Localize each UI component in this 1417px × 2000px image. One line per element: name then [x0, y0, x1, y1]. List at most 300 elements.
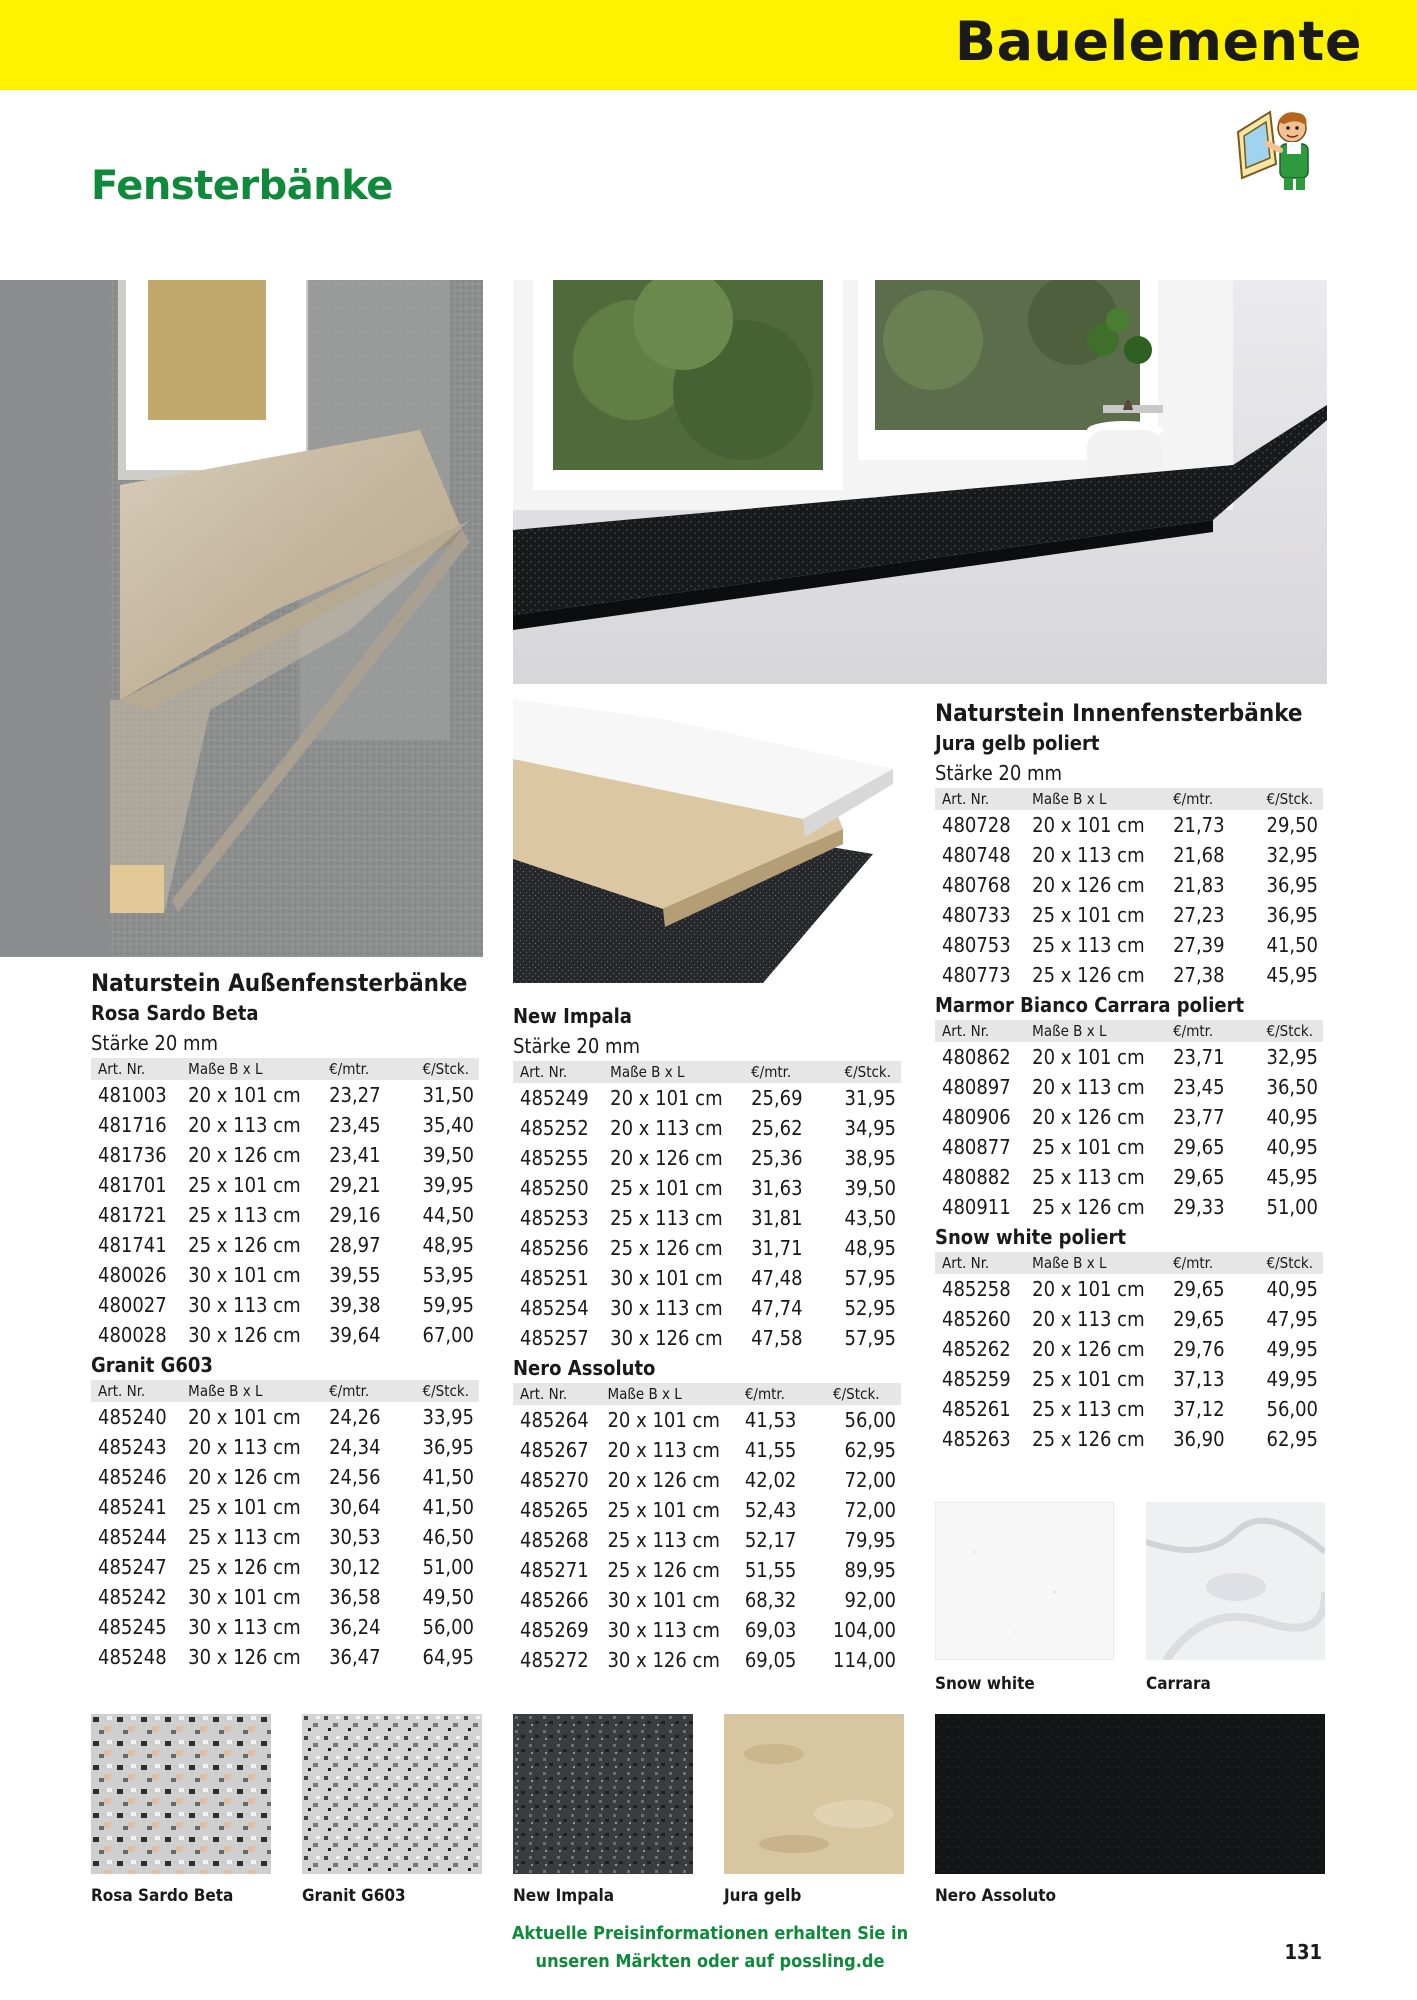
dimensions-cell: 20 x 126 cm — [1032, 1105, 1145, 1129]
jura-gelb-swatch — [724, 1714, 904, 1874]
price-per-meter-cell: 37,12 — [1173, 1397, 1225, 1421]
price-per-meter-cell: 21,83 — [1173, 873, 1225, 897]
art-nr-cell: 480733 — [942, 903, 1011, 927]
price-per-meter-cell: 29,33 — [1173, 1195, 1225, 1219]
price-per-piece-cell: 45,95 — [1266, 1165, 1318, 1189]
price-per-piece-cell: 48,95 — [844, 1236, 896, 1260]
table-row — [91, 1290, 479, 1320]
product-name: Snow white poliert — [935, 1225, 1126, 1249]
price-per-meter-cell: 29,65 — [1173, 1135, 1225, 1159]
dimensions-cell: 20 x 113 cm — [188, 1113, 301, 1137]
art-nr-cell: 485252 — [520, 1116, 589, 1140]
price-per-meter-cell: 23,71 — [1173, 1045, 1225, 1069]
table-row — [935, 1304, 1323, 1334]
price-per-piece-cell: 53,95 — [422, 1263, 474, 1287]
art-nr-cell: 485266 — [520, 1588, 589, 1612]
price-per-piece-cell: 29,50 — [1266, 813, 1318, 837]
art-nr-cell: 485249 — [520, 1086, 589, 1110]
price-per-piece-cell: 57,95 — [844, 1266, 896, 1290]
price-per-meter-cell: 31,63 — [751, 1176, 803, 1200]
table-header — [935, 1252, 1323, 1274]
price-per-meter-cell: 52,43 — [744, 1498, 797, 1522]
price-per-piece-cell: 32,95 — [1266, 1045, 1318, 1069]
table-row — [91, 1612, 479, 1642]
price-per-piece-cell: 72,00 — [844, 1468, 896, 1492]
price-per-piece-cell: 44,50 — [422, 1203, 474, 1227]
table-row — [935, 900, 1323, 930]
swatch-label-nero-assoluto: Nero Assoluto — [935, 1886, 1057, 1906]
art-nr-cell: 485261 — [942, 1397, 1011, 1421]
dimensions-cell: 20 x 126 cm — [610, 1146, 723, 1170]
price-per-meter-cell: 69,03 — [744, 1618, 797, 1642]
price-per-piece-cell: 40,95 — [1266, 1135, 1318, 1159]
art-nr-cell: 485269 — [520, 1618, 589, 1642]
dimensions-cell: 20 x 113 cm — [610, 1116, 723, 1140]
dimensions-cell: 20 x 101 cm — [188, 1083, 301, 1107]
price-per-piece-cell: 36,95 — [1266, 873, 1318, 897]
swatch-label-carrara: Carrara — [1146, 1674, 1211, 1694]
dimensions-cell: 25 x 126 cm — [1032, 963, 1145, 987]
dimensions-cell: 30 x 126 cm — [607, 1648, 720, 1672]
art-nr-cell: 481716 — [98, 1113, 167, 1137]
art-nr-cell: 485262 — [942, 1337, 1011, 1361]
table-row — [91, 1492, 479, 1522]
table-row — [513, 1585, 901, 1615]
dimensions-cell: 30 x 126 cm — [188, 1645, 301, 1669]
col-dimensions: Maße B x L — [1032, 1252, 1173, 1274]
price-per-piece-cell: 49,95 — [1266, 1367, 1318, 1391]
art-nr-cell: 480768 — [942, 873, 1011, 897]
dimensions-cell: 25 x 126 cm — [610, 1236, 723, 1260]
price-per-meter-cell: 41,53 — [744, 1408, 797, 1432]
dimensions-cell: 25 x 101 cm — [1032, 1135, 1145, 1159]
art-nr-cell: 480728 — [942, 813, 1011, 837]
price-per-meter-cell: 28,97 — [329, 1233, 381, 1257]
price-per-piece-cell: 36,95 — [1266, 903, 1318, 927]
art-nr-cell: 485254 — [520, 1296, 589, 1320]
price-per-piece-cell: 31,95 — [844, 1086, 896, 1110]
price-per-piece-cell: 51,00 — [422, 1555, 474, 1579]
col-price-per-piece: €/Stck. — [845, 1061, 902, 1083]
table-row — [513, 1405, 901, 1435]
table-row — [91, 1170, 479, 1200]
price-per-piece-cell: 34,95 — [844, 1116, 896, 1140]
dimensions-cell: 25 x 113 cm — [1032, 1397, 1145, 1421]
dimensions-cell: 25 x 126 cm — [1032, 1427, 1145, 1451]
rosa-sardo-beta-swatch — [91, 1714, 271, 1874]
price-per-meter-cell: 29,21 — [329, 1173, 381, 1197]
art-nr-cell: 481736 — [98, 1143, 167, 1167]
dimensions-cell: 30 x 126 cm — [610, 1326, 723, 1350]
col-dimensions: Maße B x L — [188, 1058, 329, 1080]
table-row — [91, 1582, 479, 1612]
price-per-piece-cell: 47,95 — [1266, 1307, 1318, 1331]
price-per-piece-cell: 39,50 — [422, 1143, 474, 1167]
dimensions-cell: 25 x 126 cm — [607, 1558, 720, 1582]
price-per-meter-cell: 47,74 — [751, 1296, 803, 1320]
art-nr-cell: 485243 — [98, 1435, 167, 1459]
col-dimensions: Maße B x L — [1032, 788, 1173, 810]
swatch-label-granit-g603: Granit G603 — [302, 1886, 406, 1906]
product-name: Rosa Sardo Beta — [91, 1001, 259, 1025]
table-row — [513, 1555, 901, 1585]
col-price-per-piece: €/Stck. — [1267, 1020, 1324, 1042]
dimensions-cell: 25 x 101 cm — [607, 1498, 720, 1522]
table-row — [935, 1274, 1323, 1304]
art-nr-cell: 485255 — [520, 1146, 589, 1170]
art-nr-cell: 481741 — [98, 1233, 167, 1257]
price-table-rosa-sardo-beta — [91, 1058, 479, 1350]
art-nr-cell: 480882 — [942, 1165, 1011, 1189]
col-price-per-meter: €/mtr. — [751, 1061, 844, 1083]
price-per-meter-cell: 68,32 — [744, 1588, 797, 1612]
price-per-piece-cell: 33,95 — [422, 1405, 474, 1429]
art-nr-cell: 485258 — [942, 1277, 1011, 1301]
price-table-jura-gelb — [935, 788, 1323, 990]
table-row — [935, 1364, 1323, 1394]
table-row — [91, 1462, 479, 1492]
price-per-piece-cell: 67,00 — [422, 1323, 474, 1347]
price-per-piece-cell: 89,95 — [844, 1558, 896, 1582]
art-nr-cell: 485253 — [520, 1206, 589, 1230]
product-name: Jura gelb poliert — [935, 731, 1100, 755]
price-per-piece-cell: 56,00 — [844, 1408, 896, 1432]
table-row — [91, 1200, 479, 1230]
price-per-piece-cell: 57,95 — [844, 1326, 896, 1350]
price-per-meter-cell: 29,76 — [1173, 1337, 1225, 1361]
price-per-meter-cell: 25,36 — [751, 1146, 803, 1170]
art-nr-cell: 480862 — [942, 1045, 1011, 1069]
price-per-piece-cell: 38,95 — [844, 1146, 896, 1170]
table-row — [91, 1552, 479, 1582]
table-row — [935, 1132, 1323, 1162]
art-nr-cell: 485270 — [520, 1468, 589, 1492]
table-row — [513, 1113, 901, 1143]
col-art-nr: Art. Nr. — [935, 1020, 1032, 1042]
price-per-meter-cell: 29,65 — [1173, 1307, 1225, 1331]
dimensions-cell: 20 x 101 cm — [1032, 1277, 1145, 1301]
col-art-nr: Art. Nr. — [91, 1058, 188, 1080]
price-per-meter-cell: 25,69 — [751, 1086, 803, 1110]
table-row — [513, 1495, 901, 1525]
dimensions-cell: 25 x 126 cm — [188, 1233, 301, 1257]
price-per-piece-cell: 32,95 — [1266, 843, 1318, 867]
table-header — [513, 1383, 901, 1405]
price-per-meter-cell: 29,16 — [329, 1203, 381, 1227]
art-nr-cell: 485241 — [98, 1495, 167, 1519]
col-price-per-meter: €/mtr. — [1173, 1252, 1266, 1274]
dimensions-cell: 20 x 126 cm — [1032, 873, 1145, 897]
price-per-meter-cell: 52,17 — [744, 1528, 797, 1552]
art-nr-cell: 485251 — [520, 1266, 589, 1290]
col-price-per-meter: €/mtr. — [329, 1380, 422, 1402]
price-table-bianco-carrara — [935, 1020, 1323, 1222]
table-header — [935, 788, 1323, 810]
dimensions-cell: 20 x 126 cm — [188, 1465, 301, 1489]
table-header — [91, 1058, 479, 1080]
art-nr-cell: 485247 — [98, 1555, 167, 1579]
table-row — [513, 1083, 901, 1113]
section-title: Bauelemente — [954, 10, 1362, 73]
dimensions-cell: 20 x 101 cm — [1032, 813, 1145, 837]
dimensions-cell: 30 x 113 cm — [610, 1296, 723, 1320]
dimensions-cell: 20 x 101 cm — [1032, 1045, 1145, 1069]
dimensions-cell: 30 x 101 cm — [607, 1588, 720, 1612]
table-row — [935, 930, 1323, 960]
art-nr-cell: 480877 — [942, 1135, 1011, 1159]
dimensions-cell: 20 x 113 cm — [188, 1435, 301, 1459]
dimensions-cell: 25 x 101 cm — [188, 1173, 301, 1197]
art-nr-cell: 485268 — [520, 1528, 589, 1552]
nero-assoluto-swatch — [935, 1714, 1325, 1874]
price-per-meter-cell: 31,71 — [751, 1236, 803, 1260]
col-price-per-meter: €/mtr. — [745, 1383, 833, 1405]
dimensions-cell: 30 x 113 cm — [188, 1293, 301, 1317]
carrara-swatch — [1146, 1502, 1325, 1660]
table-row — [91, 1230, 479, 1260]
col-dimensions: Maße B x L — [610, 1061, 751, 1083]
table-header — [513, 1061, 901, 1083]
price-per-meter-cell: 24,56 — [329, 1465, 381, 1489]
dimensions-cell: 30 x 101 cm — [188, 1263, 301, 1287]
table-row — [935, 960, 1323, 990]
table-row — [91, 1522, 479, 1552]
price-per-piece-cell: 49,95 — [1266, 1337, 1318, 1361]
price-per-meter-cell: 30,12 — [329, 1555, 381, 1579]
price-per-piece-cell: 92,00 — [844, 1588, 896, 1612]
art-nr-cell: 480773 — [942, 963, 1011, 987]
product-name: New Impala — [513, 1004, 632, 1028]
art-nr-cell: 485272 — [520, 1648, 589, 1672]
table-row — [513, 1293, 901, 1323]
price-per-meter-cell: 25,62 — [751, 1116, 803, 1140]
dimensions-cell: 30 x 101 cm — [188, 1585, 301, 1609]
price-per-piece-cell: 52,95 — [844, 1296, 896, 1320]
middle-products-section — [513, 1001, 901, 1675]
product-name: Granit G603 — [91, 1353, 213, 1377]
art-nr-cell: 485240 — [98, 1405, 167, 1429]
art-nr-cell: 485267 — [520, 1438, 589, 1462]
table-row — [91, 1642, 479, 1672]
col-dimensions: Maße B x L — [1032, 1020, 1173, 1042]
dimensions-cell: 30 x 126 cm — [188, 1323, 301, 1347]
price-per-piece-cell: 79,95 — [844, 1528, 896, 1552]
col-price-per-meter: €/mtr. — [329, 1058, 422, 1080]
dimensions-cell: 20 x 101 cm — [607, 1408, 720, 1432]
table-row — [513, 1645, 901, 1675]
table-row — [91, 1402, 479, 1432]
price-per-meter-cell: 51,55 — [744, 1558, 797, 1582]
price-per-piece-cell: 104,00 — [833, 1618, 896, 1642]
dimensions-cell: 25 x 113 cm — [188, 1525, 301, 1549]
table-row — [513, 1465, 901, 1495]
price-per-meter-cell: 23,45 — [1173, 1075, 1225, 1099]
price-per-piece-cell: 59,95 — [422, 1293, 474, 1317]
interior-window-sill-photo — [513, 280, 1327, 684]
dimensions-cell: 20 x 113 cm — [1032, 843, 1145, 867]
price-per-piece-cell: 56,00 — [1266, 1397, 1318, 1421]
col-price-per-piece: €/Stck. — [423, 1380, 480, 1402]
table-row — [513, 1435, 901, 1465]
col-price-per-piece: €/Stck. — [1267, 1252, 1324, 1274]
price-per-meter-cell: 42,02 — [744, 1468, 797, 1492]
art-nr-cell: 485246 — [98, 1465, 167, 1489]
table-row — [91, 1320, 479, 1350]
exterior-window-sill-photo — [0, 280, 483, 957]
price-per-meter-cell: 29,65 — [1173, 1277, 1225, 1301]
art-nr-cell: 485244 — [98, 1525, 167, 1549]
price-per-meter-cell: 27,38 — [1173, 963, 1225, 987]
table-row — [513, 1203, 901, 1233]
col-price-per-meter: €/mtr. — [1173, 788, 1266, 810]
price-per-piece-cell: 45,95 — [1266, 963, 1318, 987]
dimensions-cell: 20 x 126 cm — [188, 1143, 301, 1167]
price-per-meter-cell: 27,23 — [1173, 903, 1225, 927]
dimensions-cell: 25 x 113 cm — [1032, 933, 1145, 957]
table-row — [513, 1263, 901, 1293]
dimensions-cell: 30 x 113 cm — [188, 1615, 301, 1639]
interior-sills-section — [935, 698, 1323, 1454]
price-per-piece-cell: 46,50 — [422, 1525, 474, 1549]
table-row — [91, 1110, 479, 1140]
col-art-nr: Art. Nr. — [935, 1252, 1032, 1274]
table-row — [91, 1140, 479, 1170]
swatch-label-new-impala: New Impala — [513, 1886, 615, 1906]
snow-white-swatch — [935, 1502, 1114, 1660]
price-per-piece-cell: 64,95 — [422, 1645, 474, 1669]
table-row — [935, 810, 1323, 840]
new-impala-swatch — [513, 1714, 693, 1874]
table-header — [935, 1020, 1323, 1042]
price-per-piece-cell: 40,95 — [1266, 1277, 1318, 1301]
dimensions-cell: 25 x 101 cm — [1032, 1367, 1145, 1391]
table-row — [935, 1192, 1323, 1222]
price-per-meter-cell: 21,73 — [1173, 813, 1225, 837]
price-per-piece-cell: 56,00 — [422, 1615, 474, 1639]
art-nr-cell: 485257 — [520, 1326, 589, 1350]
granit-g603-swatch — [302, 1714, 482, 1874]
thickness-label: Stärke 20 mm — [91, 1031, 219, 1055]
price-per-piece-cell: 40,95 — [1266, 1105, 1318, 1129]
price-per-piece-cell: 35,40 — [422, 1113, 474, 1137]
dimensions-cell: 20 x 113 cm — [607, 1438, 720, 1462]
thickness-label: Stärke 20 mm — [513, 1034, 641, 1058]
table-row — [935, 1334, 1323, 1364]
price-per-meter-cell: 41,55 — [744, 1438, 797, 1462]
price-per-meter-cell: 24,26 — [329, 1405, 381, 1429]
price-per-piece-cell: 39,50 — [844, 1176, 896, 1200]
price-per-piece-cell: 43,50 — [844, 1206, 896, 1230]
price-per-meter-cell: 23,41 — [329, 1143, 381, 1167]
table-row — [513, 1615, 901, 1645]
dimensions-cell: 20 x 126 cm — [1032, 1337, 1145, 1361]
col-art-nr: Art. Nr. — [935, 788, 1032, 810]
dimensions-cell: 20 x 113 cm — [1032, 1307, 1145, 1331]
col-dimensions: Maße B x L — [607, 1383, 744, 1405]
price-per-piece-cell: 51,00 — [1266, 1195, 1318, 1219]
art-nr-cell: 480026 — [98, 1263, 167, 1287]
art-nr-cell: 480906 — [942, 1105, 1011, 1129]
price-per-meter-cell: 30,64 — [329, 1495, 381, 1519]
art-nr-cell: 480753 — [942, 933, 1011, 957]
interior-sills-title: Naturstein Innenfensterbänke — [935, 699, 1303, 727]
art-nr-cell: 485259 — [942, 1367, 1011, 1391]
dimensions-cell: 20 x 101 cm — [610, 1086, 723, 1110]
col-price-per-meter: €/mtr. — [1173, 1020, 1266, 1042]
price-per-meter-cell: 21,68 — [1173, 843, 1225, 867]
dimensions-cell: 25 x 101 cm — [188, 1495, 301, 1519]
price-per-piece-cell: 41,50 — [422, 1465, 474, 1489]
dimensions-cell: 25 x 113 cm — [188, 1203, 301, 1227]
dimensions-cell: 20 x 101 cm — [188, 1405, 301, 1429]
dimensions-cell: 20 x 113 cm — [1032, 1075, 1145, 1099]
col-price-per-piece: €/Stck. — [423, 1058, 480, 1080]
art-nr-cell: 485248 — [98, 1645, 167, 1669]
price-per-piece-cell: 48,95 — [422, 1233, 474, 1257]
dimensions-cell: 25 x 113 cm — [610, 1206, 723, 1230]
page-heading: Fensterbänke — [91, 163, 393, 209]
price-info-line: unseren Märkten oder auf possling.de — [535, 1951, 885, 1972]
dimensions-cell: 25 x 113 cm — [1032, 1165, 1145, 1189]
table-row — [91, 1432, 479, 1462]
table-header — [91, 1380, 479, 1402]
art-nr-cell: 485265 — [520, 1498, 589, 1522]
price-per-meter-cell: 36,47 — [329, 1645, 381, 1669]
dimensions-cell: 25 x 101 cm — [610, 1176, 723, 1200]
price-per-meter-cell: 47,58 — [751, 1326, 803, 1350]
exterior-sills-section — [91, 968, 479, 1672]
art-nr-cell: 481701 — [98, 1173, 167, 1197]
stacked-sill-samples-photo — [513, 699, 902, 983]
price-table-nero-assoluto — [513, 1383, 901, 1675]
price-per-meter-cell: 36,24 — [329, 1615, 381, 1639]
price-per-meter-cell: 39,55 — [329, 1263, 381, 1287]
page-number: 131 — [1284, 1940, 1322, 1964]
price-per-meter-cell: 29,65 — [1173, 1165, 1225, 1189]
table-row — [935, 1072, 1323, 1102]
table-row — [513, 1143, 901, 1173]
price-per-piece-cell: 49,50 — [422, 1585, 474, 1609]
table-row — [513, 1525, 901, 1555]
table-row — [91, 1260, 479, 1290]
col-art-nr: Art. Nr. — [91, 1380, 188, 1402]
price-per-piece-cell: 72,00 — [844, 1498, 896, 1522]
art-nr-cell: 485260 — [942, 1307, 1011, 1331]
table-row — [935, 1102, 1323, 1132]
art-nr-cell: 485242 — [98, 1585, 167, 1609]
table-row — [935, 840, 1323, 870]
art-nr-cell: 485271 — [520, 1558, 589, 1582]
thickness-label: Stärke 20 mm — [935, 761, 1063, 785]
price-per-piece-cell: 39,95 — [422, 1173, 474, 1197]
dimensions-cell: 25 x 101 cm — [1032, 903, 1145, 927]
price-per-meter-cell: 47,48 — [751, 1266, 803, 1290]
price-info-note — [480, 1920, 940, 1976]
art-nr-cell: 485256 — [520, 1236, 589, 1260]
price-per-piece-cell: 36,50 — [1266, 1075, 1318, 1099]
price-per-meter-cell: 23,77 — [1173, 1105, 1225, 1129]
price-per-meter-cell: 36,90 — [1173, 1427, 1225, 1451]
price-per-meter-cell: 36,58 — [329, 1585, 381, 1609]
art-nr-cell: 480748 — [942, 843, 1011, 867]
art-nr-cell: 485263 — [942, 1427, 1011, 1451]
price-per-meter-cell: 69,05 — [744, 1648, 797, 1672]
dimensions-cell: 20 x 126 cm — [607, 1468, 720, 1492]
product-name: Marmor Bianco Carrara poliert — [935, 993, 1245, 1017]
dimensions-cell: 25 x 113 cm — [607, 1528, 720, 1552]
col-art-nr: Art. Nr. — [513, 1383, 607, 1405]
price-info-line: Aktuelle Preisinformationen erhalten Sie in — [511, 1923, 909, 1944]
